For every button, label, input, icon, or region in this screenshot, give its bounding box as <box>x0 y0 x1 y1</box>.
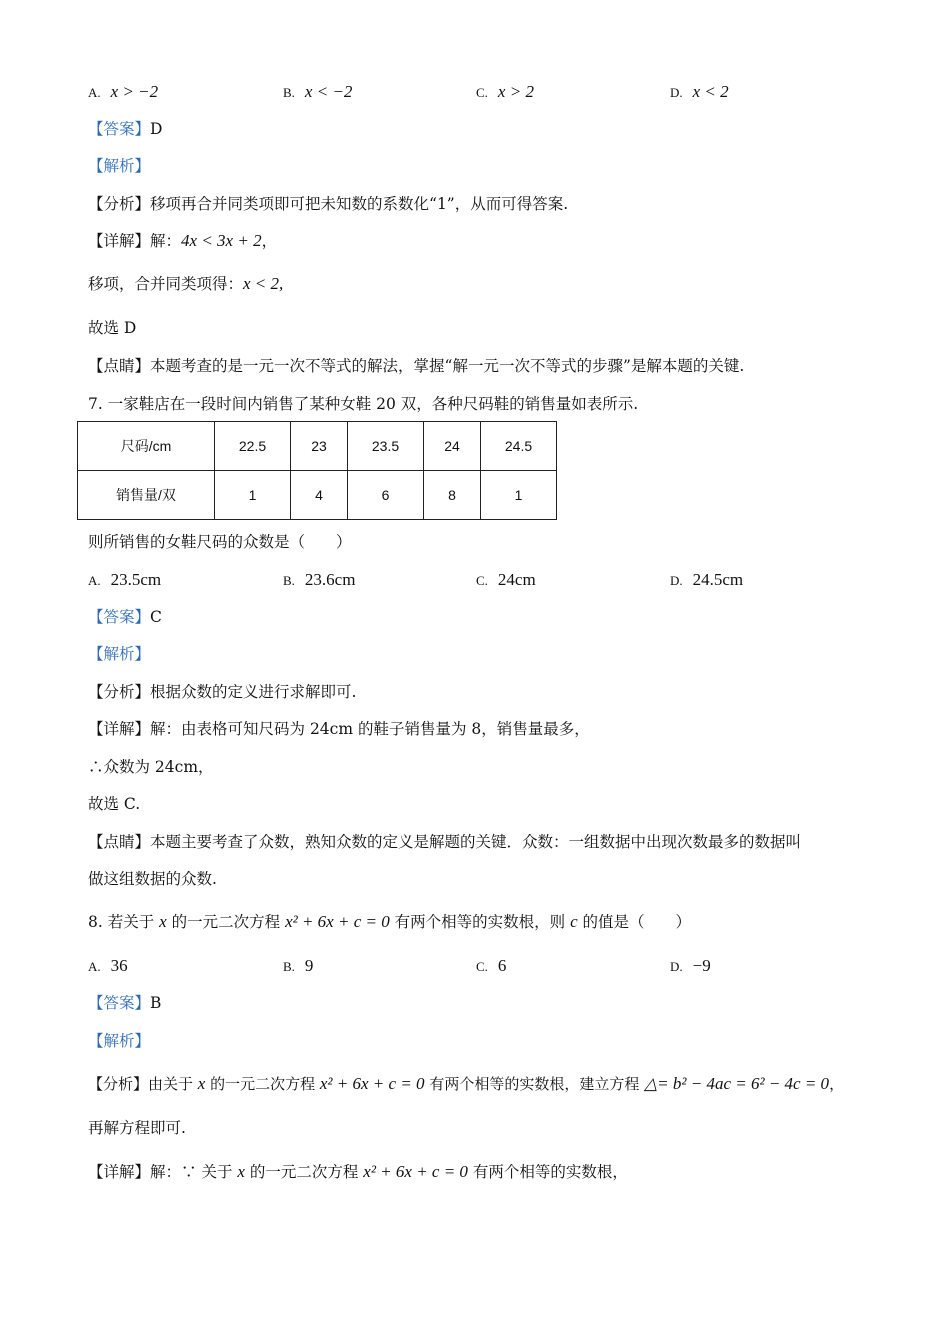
q7-option-c: C. 24cm <box>476 570 536 589</box>
q7-jiexi: 【解析】 <box>88 645 151 663</box>
table-cell: 23.5 <box>348 422 424 471</box>
q8-option-c: C. 6 <box>476 956 507 975</box>
table-header-cell: 销售量/双 <box>78 471 215 520</box>
table-cell: 23 <box>291 422 348 471</box>
q7-choose: 故选 C. <box>88 795 141 813</box>
q7-option-b: B. 23.6cm <box>283 570 356 589</box>
q6-option-c: C. x > 2 <box>476 82 534 101</box>
q6-option-b: B. x < −2 <box>283 82 353 101</box>
q7-size-table <box>77 421 557 520</box>
q7-option-d: D. 24.5cm <box>670 570 744 589</box>
q7-xiangjie: 【详解】解：由表格可知尺码为 24cm 的鞋子销售量为 8，销售量最多， <box>88 720 590 738</box>
table-cell: 8 <box>424 471 481 520</box>
q7-dianjing-cont: 做这组数据的众数. <box>88 870 217 888</box>
q6-option-a: A. x > −2 <box>88 82 159 101</box>
q7-dianjing: 【点睛】本题主要考查了众数，熟知众数的定义是解题的关键．众数：一组数据中出现次数最多的数据叫 <box>88 833 802 851</box>
q7-question: 则所销售的女鞋尺码的众数是（ ） <box>88 533 352 551</box>
table-row <box>78 471 557 520</box>
q6-choose: 故选 D <box>88 319 137 337</box>
q6-dianjing: 【点睛】本题考查的是一元一次不等式的解法，掌握“解一元一次不等式的步骤”是解本题的关键. <box>88 357 745 375</box>
q6-answer: 【答案】D <box>88 120 163 138</box>
q8-jiexi: 【解析】 <box>88 1032 151 1050</box>
q8-answer: 【答案】B <box>88 994 162 1012</box>
q6-step: 移项，合并同类项得：x < 2, <box>88 274 284 293</box>
q8-fenxi-cont: 再解方程即可. <box>88 1119 186 1137</box>
table-cell: 1 <box>215 471 291 520</box>
q7-option-a: A. 23.5cm <box>88 570 162 589</box>
table-cell: 24.5 <box>481 422 557 471</box>
q8-stem: 8. 若关于 x 的一元二次方程 x² + 6x + c = 0 有两个相等的实数根，则 c 的值是（ ） <box>88 912 692 931</box>
table-cell: 24 <box>424 422 481 471</box>
q6-option-d: D. x < 2 <box>670 82 729 101</box>
table-header-cell: 尺码/cm <box>78 422 215 471</box>
table-cell: 4 <box>291 471 348 520</box>
table-cell: 1 <box>481 471 557 520</box>
q6-fenxi: 【分析】移项再合并同类项即可把未知数的系数化“1”，从而可得答案. <box>88 195 569 213</box>
q8-option-d: D. −9 <box>670 956 711 975</box>
table-row <box>78 422 557 471</box>
table-cell: 22.5 <box>215 422 291 471</box>
q6-xiangjie: 【详解】解：4x < 3x + 2， <box>88 231 278 250</box>
q7-stem: 7. 一家鞋店在一段时间内销售了某种女鞋 20 双，各种尺码鞋的销售量如表所示. <box>88 395 639 413</box>
q7-therefore: ∴众数为 24cm， <box>88 758 214 776</box>
q8-fenxi: 【分析】由关于 x 的一元二次方程 x² + 6x + c = 0 有两个相等的实数根，建立方程 △= b² − 4ac = 6² − 4c = 0， <box>88 1074 845 1093</box>
q6-jiexi: 【解析】 <box>88 157 151 175</box>
table-cell: 6 <box>348 471 424 520</box>
q8-option-a: A. 36 <box>88 956 128 975</box>
q8-option-b: B. 9 <box>283 956 314 975</box>
q7-fenxi: 【分析】根据众数的定义进行求解即可. <box>88 683 357 701</box>
q8-xiangjie: 【详解】解：∵ 关于 x 的一元二次方程 x² + 6x + c = 0 有两个相等的实数根， <box>88 1162 628 1181</box>
q7-answer: 【答案】C <box>88 608 162 626</box>
